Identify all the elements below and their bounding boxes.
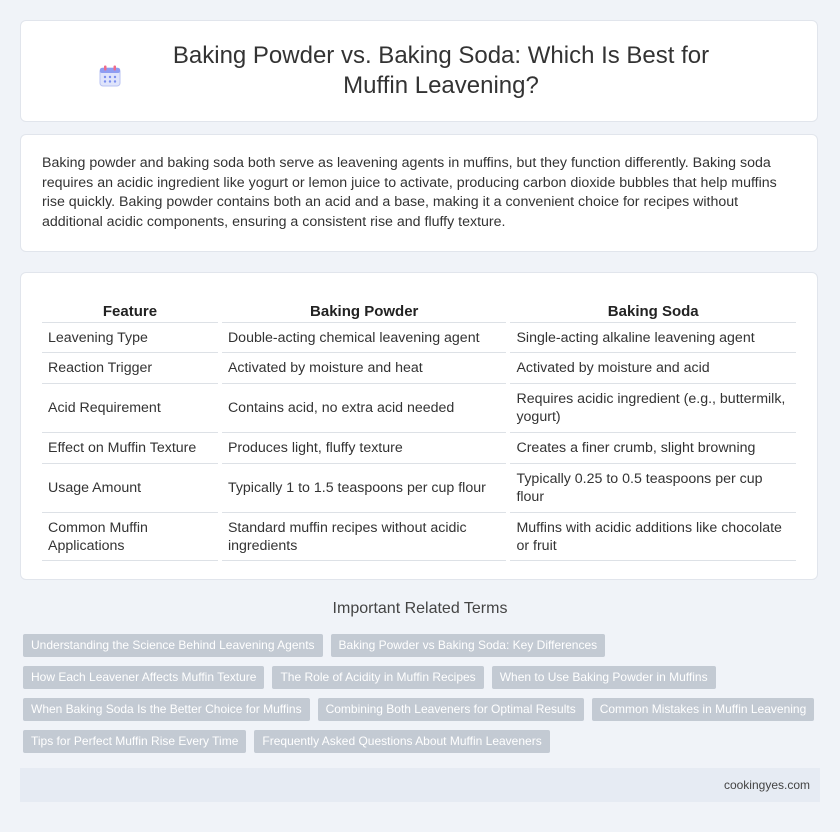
- tag-row: [23, 730, 823, 753]
- cell-baking-soda: Activated by moisture and acid: [510, 353, 796, 384]
- header-baking-powder: Baking Powder: [222, 295, 507, 323]
- related-term-tag[interactable]: When to Use Baking Powder in Muffins: [492, 666, 716, 689]
- table-header-row: [42, 295, 796, 323]
- cell-baking-powder: Contains acid, no extra acid needed: [222, 384, 507, 433]
- related-term-tag[interactable]: Understanding the Science Behind Leavening Agents: [23, 634, 323, 657]
- title-card: [20, 20, 818, 122]
- table-row: [42, 464, 796, 513]
- page-title: Baking Powder vs. Baking Soda: Which Is Best for Muffin Leavening?: [172, 42, 710, 99]
- cell-baking-powder: Standard muffin recipes without acidic ingredients: [222, 513, 507, 561]
- related-term-tag[interactable]: Combining Both Leaveners for Optimal Results: [318, 698, 584, 721]
- cell-feature: Usage Amount: [42, 464, 218, 513]
- cell-baking-soda: Single-acting alkaline leavening agent: [510, 323, 796, 353]
- cell-feature: Leavening Type: [42, 323, 218, 353]
- footer-site-link[interactable]: cookingyes.com: [723, 778, 810, 792]
- related-term-tag[interactable]: Tips for Perfect Muffin Rise Every Time: [23, 730, 246, 753]
- header-feature: Feature: [42, 295, 218, 323]
- related-term-tag[interactable]: How Each Leavener Affects Muffin Texture: [23, 666, 264, 689]
- table-row: [42, 513, 796, 561]
- cell-baking-soda: Requires acidic ingredient (e.g., buttermilk, yogurt): [510, 384, 796, 433]
- cell-feature: Acid Requirement: [42, 384, 218, 433]
- cell-feature: Reaction Trigger: [42, 353, 218, 384]
- cell-baking-powder: Double-acting chemical leavening agent: [222, 323, 507, 353]
- tag-row: [23, 666, 823, 689]
- related-term-tag[interactable]: When Baking Soda Is the Better Choice for Muffins: [23, 698, 310, 721]
- comparison-card: [20, 272, 818, 580]
- cell-baking-soda: Muffins with acidic additions like chocolate or fruit: [510, 513, 796, 561]
- cell-baking-soda: Typically 0.25 to 0.5 teaspoons per cup flour: [510, 464, 796, 513]
- related-term-tag[interactable]: The Role of Acidity in Muffin Recipes: [272, 666, 483, 689]
- footer: [20, 768, 820, 802]
- tag-row: [23, 634, 823, 657]
- cell-baking-powder: Activated by moisture and heat: [222, 353, 507, 384]
- table-row: [42, 323, 796, 353]
- tag-row: [23, 698, 823, 721]
- table-row: [42, 433, 796, 464]
- cell-feature: Effect on Muffin Texture: [42, 433, 218, 464]
- table-row: [42, 353, 796, 384]
- title-wrap: [99, 41, 739, 101]
- related-terms-title: Important Related Terms: [332, 600, 508, 617]
- related-terms-list: [23, 634, 823, 762]
- related-term-tag[interactable]: Common Mistakes in Muffin Leavening: [592, 698, 815, 721]
- comparison-table: [38, 295, 800, 561]
- calendar-icon: [99, 65, 121, 87]
- related-term-tag[interactable]: Frequently Asked Questions About Muffin Leaveners: [254, 730, 549, 753]
- header-baking-soda: Baking Soda: [510, 295, 796, 323]
- related-term-tag[interactable]: Baking Powder vs Baking Soda: Key Differences: [331, 634, 606, 657]
- table-row: [42, 384, 796, 433]
- cell-baking-soda: Creates a finer crumb, slight browning: [510, 433, 796, 464]
- intro-paragraph: Baking powder and baking soda both serve as leavening agents in muffins, but they function differently. Baking soda requires an acidic ingredient like yogurt or lemon juice to activate, producing carbon dioxide bubbles that help muffins rise quickly. Baking powder contains both an acid and a base, making it a convenient choice for recipes without additional acidic components, ensuring a consistent rise and fluffy texture.: [42, 155, 777, 230]
- cell-baking-powder: Typically 1 to 1.5 teaspoons per cup flour: [222, 464, 507, 513]
- cell-feature: Common Muffin Applications: [42, 513, 218, 561]
- cell-baking-powder: Produces light, fluffy texture: [222, 433, 507, 464]
- intro-card: [20, 134, 818, 252]
